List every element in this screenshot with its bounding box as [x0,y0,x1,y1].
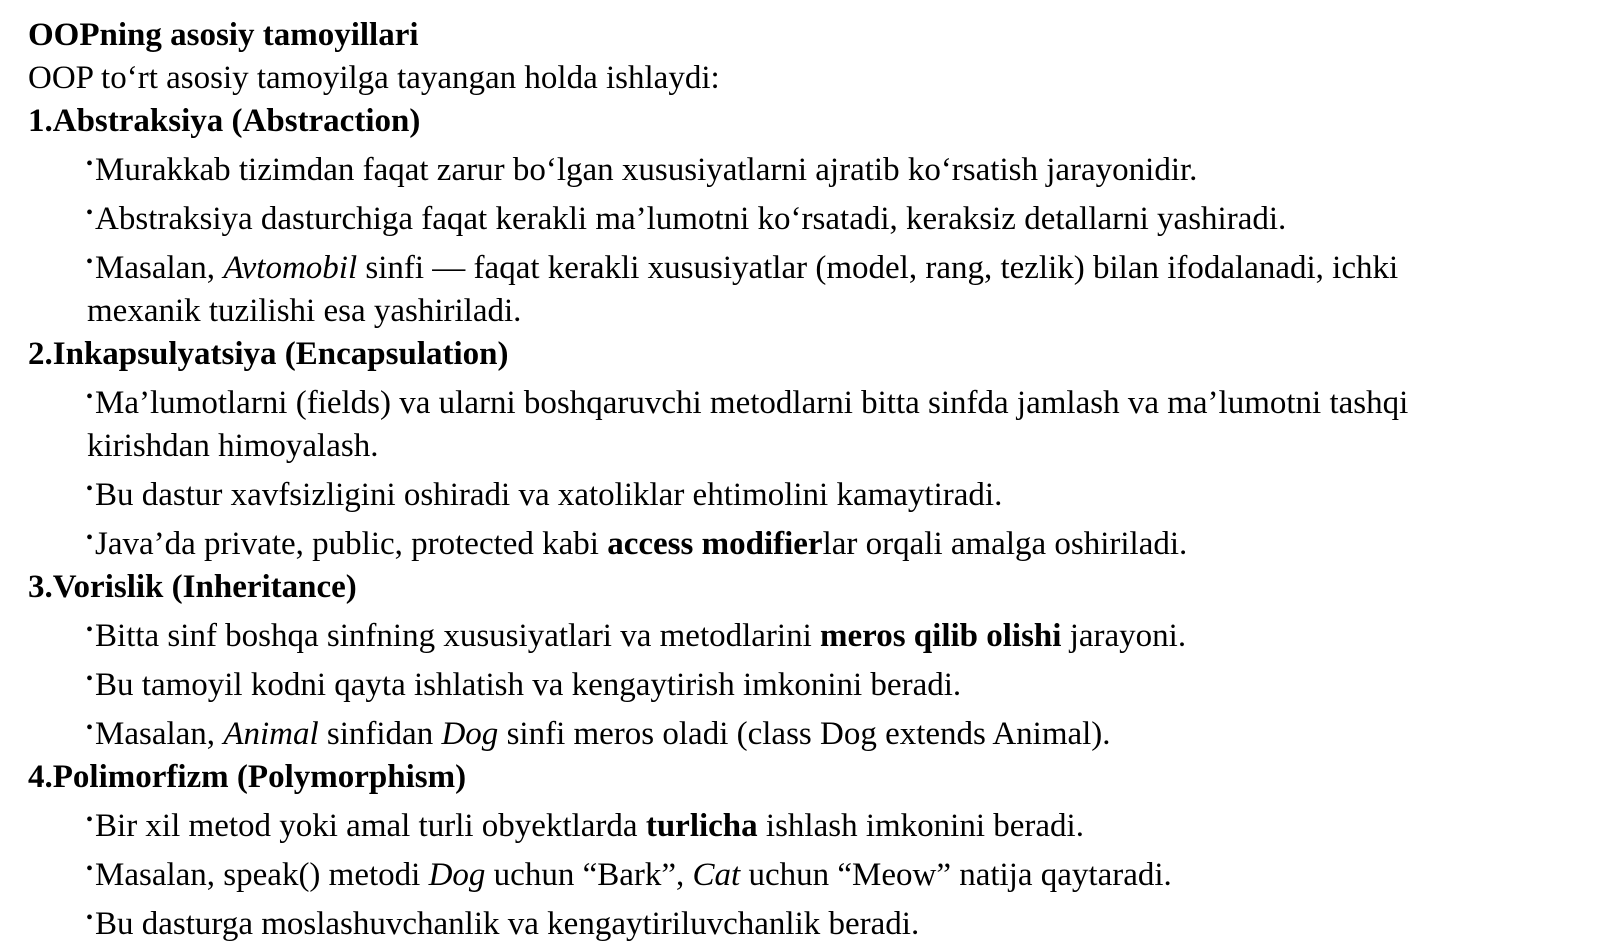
list-item [28,848,1578,897]
list-item-text: uchun “Meow” natija qaytaradi. [740,857,1172,893]
emphasis-text: Avtomobil [223,250,358,286]
bullet-icon: • [86,668,94,690]
list-item [28,658,1578,707]
list-item [28,241,1578,290]
emphasis-text: Animal [223,716,319,752]
bullet-icon: • [86,619,94,641]
list-item-text: sinfidan [318,716,442,752]
bullet-icon: • [86,251,94,273]
list-item-text: Bu dastur xavfsizligini oshiradi va xatoliklar ehtimolini kamaytiradi. [95,477,1003,513]
intro-text: OOP to‘rt asosiy tamoyilga tayangan holda ishlaydi: [28,60,720,96]
strong-text: meros qilib olishi [820,618,1062,654]
list-item-text: Bu tamoyil kodni qayta ishlatish va kengaytirish imkonini beradi. [95,667,962,703]
list-item-text: Bitta sinf boshqa sinfning xususiyatlari va metodlarini [95,618,821,654]
bullet-icon: • [86,478,94,500]
list-item-text: sinfi meros oladi (class Dog extends Animal). [498,716,1111,752]
strong-text: access modifier [607,526,823,562]
list-item-text: Masalan, [95,250,224,286]
list-item-text: Murakkab tizimdan faqat zarur bo‘lgan xususiyatlarni ajratib ko‘rsatish jarayonidir. [95,152,1198,188]
list-item-text: Ma’lumotlarni (fields) va ularni boshqaruvchi metodlarni bitta sinfda jamlash va ma’lumotni tashqi [95,385,1409,421]
list-item [28,468,1578,517]
strong-text: turlicha [645,808,758,844]
bullet-icon: • [86,527,94,549]
list-item-text: lar orqali amalga oshiriladi. [822,526,1188,562]
list-item [28,517,1578,566]
list-item [28,799,1578,848]
list-item-text: Abstraksiya dasturchiga faqat kerakli ma’lumotni ko‘rsatadi, keraksiz detallarni yashiradi. [95,201,1287,237]
list-item-continuation: kirishdan himoyalash. [87,428,379,464]
bullet-icon: • [86,153,94,175]
list-item [28,192,1578,241]
list-item-text: ishlash imkonini beradi. [757,808,1084,844]
list-item-text: Bu dasturga moslashuvchanlik va kengaytiriluvchanlik beradi. [95,906,920,942]
list-item-text: Masalan, [95,716,224,752]
section-heading-abstraction: 1.Abstraksiya (Abstraction) [28,103,421,139]
section-heading-polymorphism: 4.Polimorfizm (Polymorphism) [28,759,467,795]
list-item-text: uchun “Bark”, [485,857,693,893]
list-item [28,707,1578,756]
bullet-icon: • [86,717,94,739]
emphasis-text: Cat [692,857,741,893]
list-item-text: Java’da private, public, protected kabi [95,526,608,562]
list-item-text: jarayoni. [1061,618,1187,654]
list-item [28,143,1578,192]
emphasis-text: Dog [441,716,499,752]
section-heading-inheritance: 3.Vorislik (Inheritance) [28,569,357,605]
list-item [28,609,1578,658]
list-item-continuation: mexanik tuzilishi esa yashiriladi. [87,293,522,329]
page-title: OOPning asosiy tamoyillari [28,17,419,53]
list-item-text: Bir xil metod yoki amal turli obyektlarda [95,808,646,844]
bullet-icon: • [86,907,94,929]
list-item-text: Masalan, speak() metodi [95,857,429,893]
emphasis-text: Dog [428,857,486,893]
document-page [28,14,1578,946]
bullet-icon: • [86,386,94,408]
bullet-icon: • [86,202,94,224]
list-item [28,376,1578,425]
list-item [28,897,1578,946]
section-heading-encapsulation: 2.Inkapsulyatsiya (Encapsulation) [28,336,509,372]
list-item-text: sinfi — faqat kerakli xususiyatlar (model, rang, tezlik) bilan ifodalanadi, ichki [357,250,1399,286]
bullet-icon: • [86,858,94,880]
bullet-icon: • [86,809,94,831]
